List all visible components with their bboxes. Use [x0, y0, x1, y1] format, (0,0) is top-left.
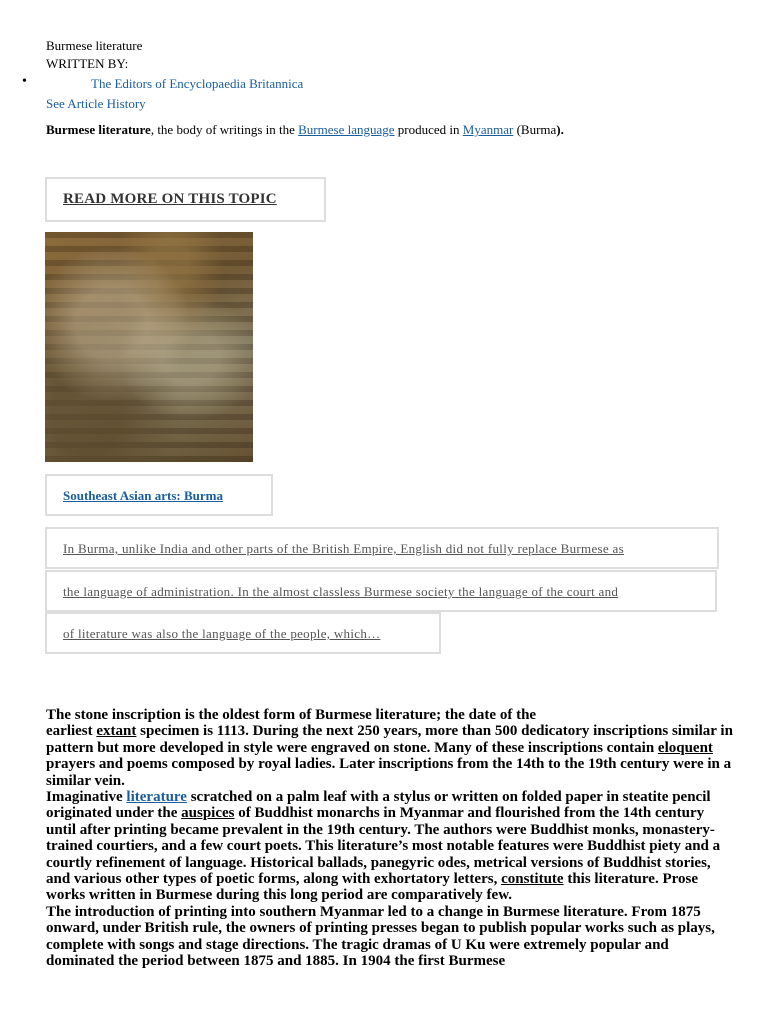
intro-text-2: produced in	[394, 122, 463, 137]
excerpt-text: the language of administration. In the almost classless Burmese society the language of the court and	[63, 584, 619, 599]
myanmar-link[interactable]: Myanmar	[462, 122, 514, 137]
related-excerpt-line[interactable]	[45, 527, 719, 569]
p1-text-b: earliest	[46, 723, 97, 740]
intro-paragraph	[46, 120, 746, 139]
term-constitute[interactable]: constitute	[501, 871, 564, 888]
term-eloquent[interactable]: eloquent	[657, 739, 713, 756]
read-more-label: READ MORE ON THIS TOPIC	[63, 191, 277, 207]
excerpt-text: In Burma, unlike India and other parts of the British Empire, English did not fully replace Burmese as	[63, 541, 624, 556]
read-more-button[interactable]	[45, 177, 326, 222]
written-by-label: WRITTEN BY:	[46, 56, 129, 71]
article-body	[46, 707, 736, 970]
intro-term: Burmese literature	[46, 122, 151, 137]
p2-text-c: of Buddhist monarchs in Myanmar and flourished from the 14th century until after printing became prevalent in the 19th century. The authors were Buddhist monks, monastery-trained courtiers, and a few court poets. This literature’s most notable features were Buddhist piety and a courtly refinement of language. Historical ballads, panegyric odes, metrical versions of Buddhist stories, and various other types of poetic forms, along with exhortatory letters,	[46, 805, 721, 888]
paragraph-3	[46, 904, 736, 970]
p2-text-b: scratched on a palm leaf with a stylus or written on folded paper in steatite pencil originated under the	[46, 789, 711, 822]
bullet-icon: •	[22, 74, 27, 89]
author-link[interactable]: The Editors of Encyclopaedia Britannica	[91, 76, 304, 91]
intro-text-3: (Burma	[513, 122, 557, 137]
intro-text-4: ).	[556, 122, 564, 137]
term-auspices[interactable]: auspices	[181, 805, 235, 822]
p2-text-a: Imaginative	[46, 789, 127, 806]
related-excerpt-line[interactable]	[45, 612, 441, 654]
related-excerpt-line[interactable]	[45, 570, 717, 612]
p3-text-a: The introduction of printing into southern Myanmar led to a change in Burmese literature. From 1875 onward, under British rule, the owners of printing presses began to publish popular works such as plays, complete with songs and stage directions. The tragic dramas of U Ku were extremely popular and dominated the period between 1875 and 1885. In 1904 the first Burmese	[46, 903, 715, 970]
intro-text-1: , the body of writings in the	[150, 122, 299, 137]
p1-text-a: The stone inscription is the oldest form of Burmese literature; the date of the	[46, 707, 537, 723]
burmese-language-link[interactable]: Burmese language	[298, 122, 395, 137]
related-article-link[interactable]: Southeast Asian arts: Burma	[63, 488, 223, 503]
p2-text-d: this literature. Prose works written in Burmese during this long period are comparatively few.	[46, 871, 698, 904]
p1-text-c: specimen is 1113. During the next 250 years, more than 500 dedicatory inscriptions similar in pattern but more developed in style were engraved on stone. Many of these inscriptions contain	[46, 723, 733, 756]
article-history-link[interactable]: See Article History	[46, 96, 146, 111]
burma-temple-painting-thumbnail[interactable]	[45, 232, 253, 462]
excerpt-text: of literature was also the language of the people, which…	[63, 626, 381, 641]
paragraph-1	[46, 707, 736, 789]
article-title: Burmese literature	[46, 38, 143, 53]
p1-text-d: prayers and poems composed by royal ladies. Later inscriptions from the 14th to the 19th century were in a similar vein.	[46, 756, 732, 789]
related-article-card[interactable]	[45, 474, 273, 516]
paragraph-2	[46, 789, 736, 904]
term-extant[interactable]: extant	[96, 723, 137, 740]
literature-link[interactable]: literature	[126, 789, 187, 806]
